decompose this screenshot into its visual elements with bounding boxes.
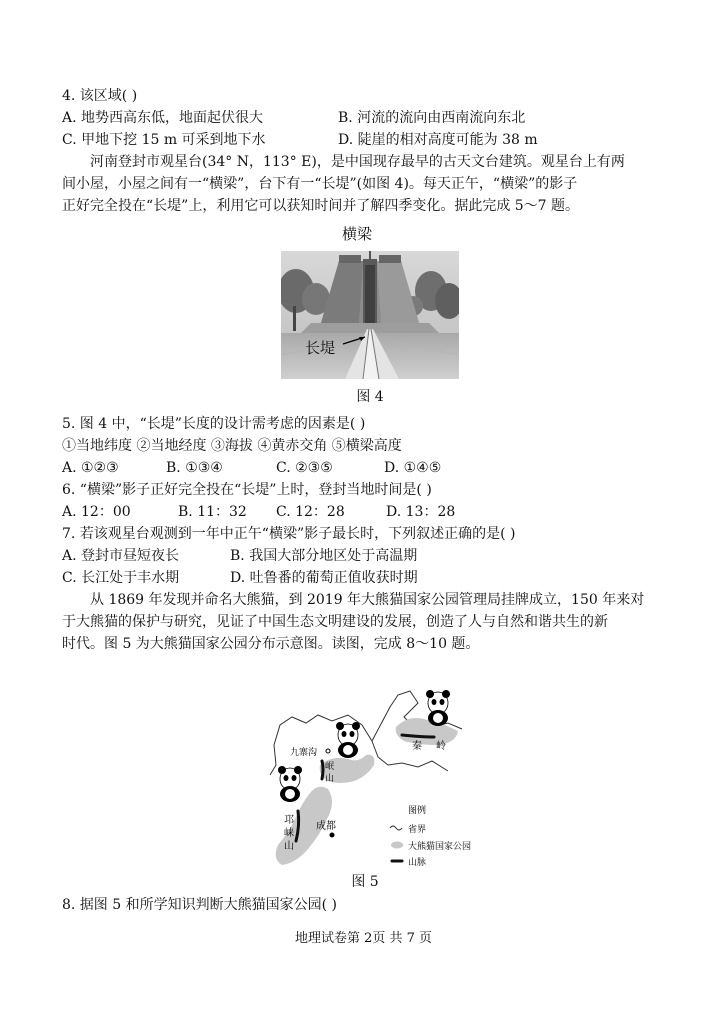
passage2-line3: 时代。图 5 为大熊猫国家公园分布示意图。读图，完成 8～10 题。	[62, 636, 480, 652]
figure4-photo	[281, 251, 459, 379]
figure4-caption: 图 4	[356, 389, 384, 405]
label-qinling: 秦岭	[412, 741, 460, 752]
legend-park-symbol	[391, 842, 403, 849]
legend-boundary: 省界	[408, 825, 427, 835]
passage2-line2: 于大熊猫的保护与研究，见证了中国生态文明建设的发展，创造了人与自然和谐共生的新	[62, 614, 608, 630]
passage1-line1: 河南登封市观星台(34° N，113° E)，是中国现存最早的古天文台建筑。观星台上有两	[90, 154, 625, 170]
page-footer: 地理试卷第 2页 共 7 页	[294, 931, 433, 946]
observatory-illustration	[281, 251, 459, 379]
q5-factors: ①当地纬度 ②当地经度 ③海拔 ④黄赤交角 ⑤横梁高度	[62, 438, 402, 454]
q6-option-c: C. 12：28	[276, 504, 345, 520]
legend-park: 大熊猫国家公园	[408, 842, 472, 852]
q7-stem: 7. 若该观星台观测到一年中正午“横梁”影子最长时，下列叙述正确的是( )	[62, 526, 516, 542]
q6-options	[62, 502, 456, 522]
q5-option-b: B. ①③④	[166, 460, 223, 476]
q7-option-a: A. 登封市昼短夜长	[62, 548, 180, 564]
q4-option-b: B. 河流的流向由西南流向东北	[338, 110, 526, 126]
label-chengdu: 成都	[316, 821, 336, 832]
passage1-line3: 正好完全投在“长堤”上，利用它可以获知时间并了解四季变化。据此完成 5～7 题。	[62, 198, 580, 214]
q7-row2	[62, 568, 418, 588]
q6-option-a: A. 12：00	[62, 504, 131, 520]
q4-option-a: A. 地势西高东低，地面起伏很大	[62, 110, 264, 126]
q7-option-b: B. 我国大部分地区处于高温期	[230, 548, 418, 564]
q8-stem: 8. 据图 5 和所学知识判断大熊猫国家公园( )	[62, 897, 337, 913]
q5-option-c: C. ②③⑤	[276, 460, 333, 476]
q4-option-d: D. 陡崖的相对高度可能为 38 m	[338, 132, 538, 148]
label-minshan: 岷 山	[325, 762, 335, 784]
figure5-caption: 图 5	[351, 874, 379, 890]
q7-row1	[62, 546, 418, 566]
figure4-label-changdi: 长堤	[305, 339, 336, 357]
q7-option-d: D. 吐鲁番的葡萄正值收获时期	[230, 570, 418, 586]
q6-option-d: D. 13：28	[386, 504, 456, 520]
legend-mountain: 山脉	[408, 858, 427, 868]
passage2-line1: 从 1869 年发现并命名大熊猫，到 2019 年大熊猫国家公园管理局挂牌成立，150 年来对	[90, 592, 645, 608]
q7-option-c: C. 长江处于丰水期	[62, 570, 180, 586]
q6-option-b: B. 11：32	[178, 504, 247, 520]
panda-icon	[336, 722, 360, 758]
q4-option-c: C. 甲地下挖 15 m 可采到地下水	[62, 132, 266, 148]
q6-stem: 6. “横梁”影子正好完全投在“长堤”上时，登封当地时间是( )	[62, 482, 432, 498]
q5-option-d: D. ①④⑤	[384, 460, 442, 476]
q4-row2	[62, 130, 538, 150]
figure5-map	[262, 685, 487, 873]
legend-boundary-symbol	[390, 826, 402, 830]
q5-stem: 5. 图 4 中，“长堤”长度的设计需考虑的因素是( )	[62, 416, 366, 432]
q4-row1	[62, 108, 526, 128]
passage1-line2: 间小屋，小屋之间有一“横梁”，台下有一“长堤”(如图 4)。每天正午，“横梁”的影子	[62, 176, 578, 192]
q5-option-a: A. ①②③	[62, 460, 119, 476]
panda-park-map	[262, 685, 487, 873]
legend-title: 图例	[408, 806, 427, 816]
q4-stem: 4. 该区域( )	[62, 88, 138, 104]
label-qionglai: 邛 崃 山	[284, 815, 294, 852]
panda-icon	[426, 690, 450, 726]
q5-options	[62, 458, 442, 478]
panda-icon	[278, 766, 302, 802]
figure4-label-hengliang: 横梁	[342, 225, 373, 243]
label-jiuzhaigou: 九寨沟	[290, 748, 318, 758]
